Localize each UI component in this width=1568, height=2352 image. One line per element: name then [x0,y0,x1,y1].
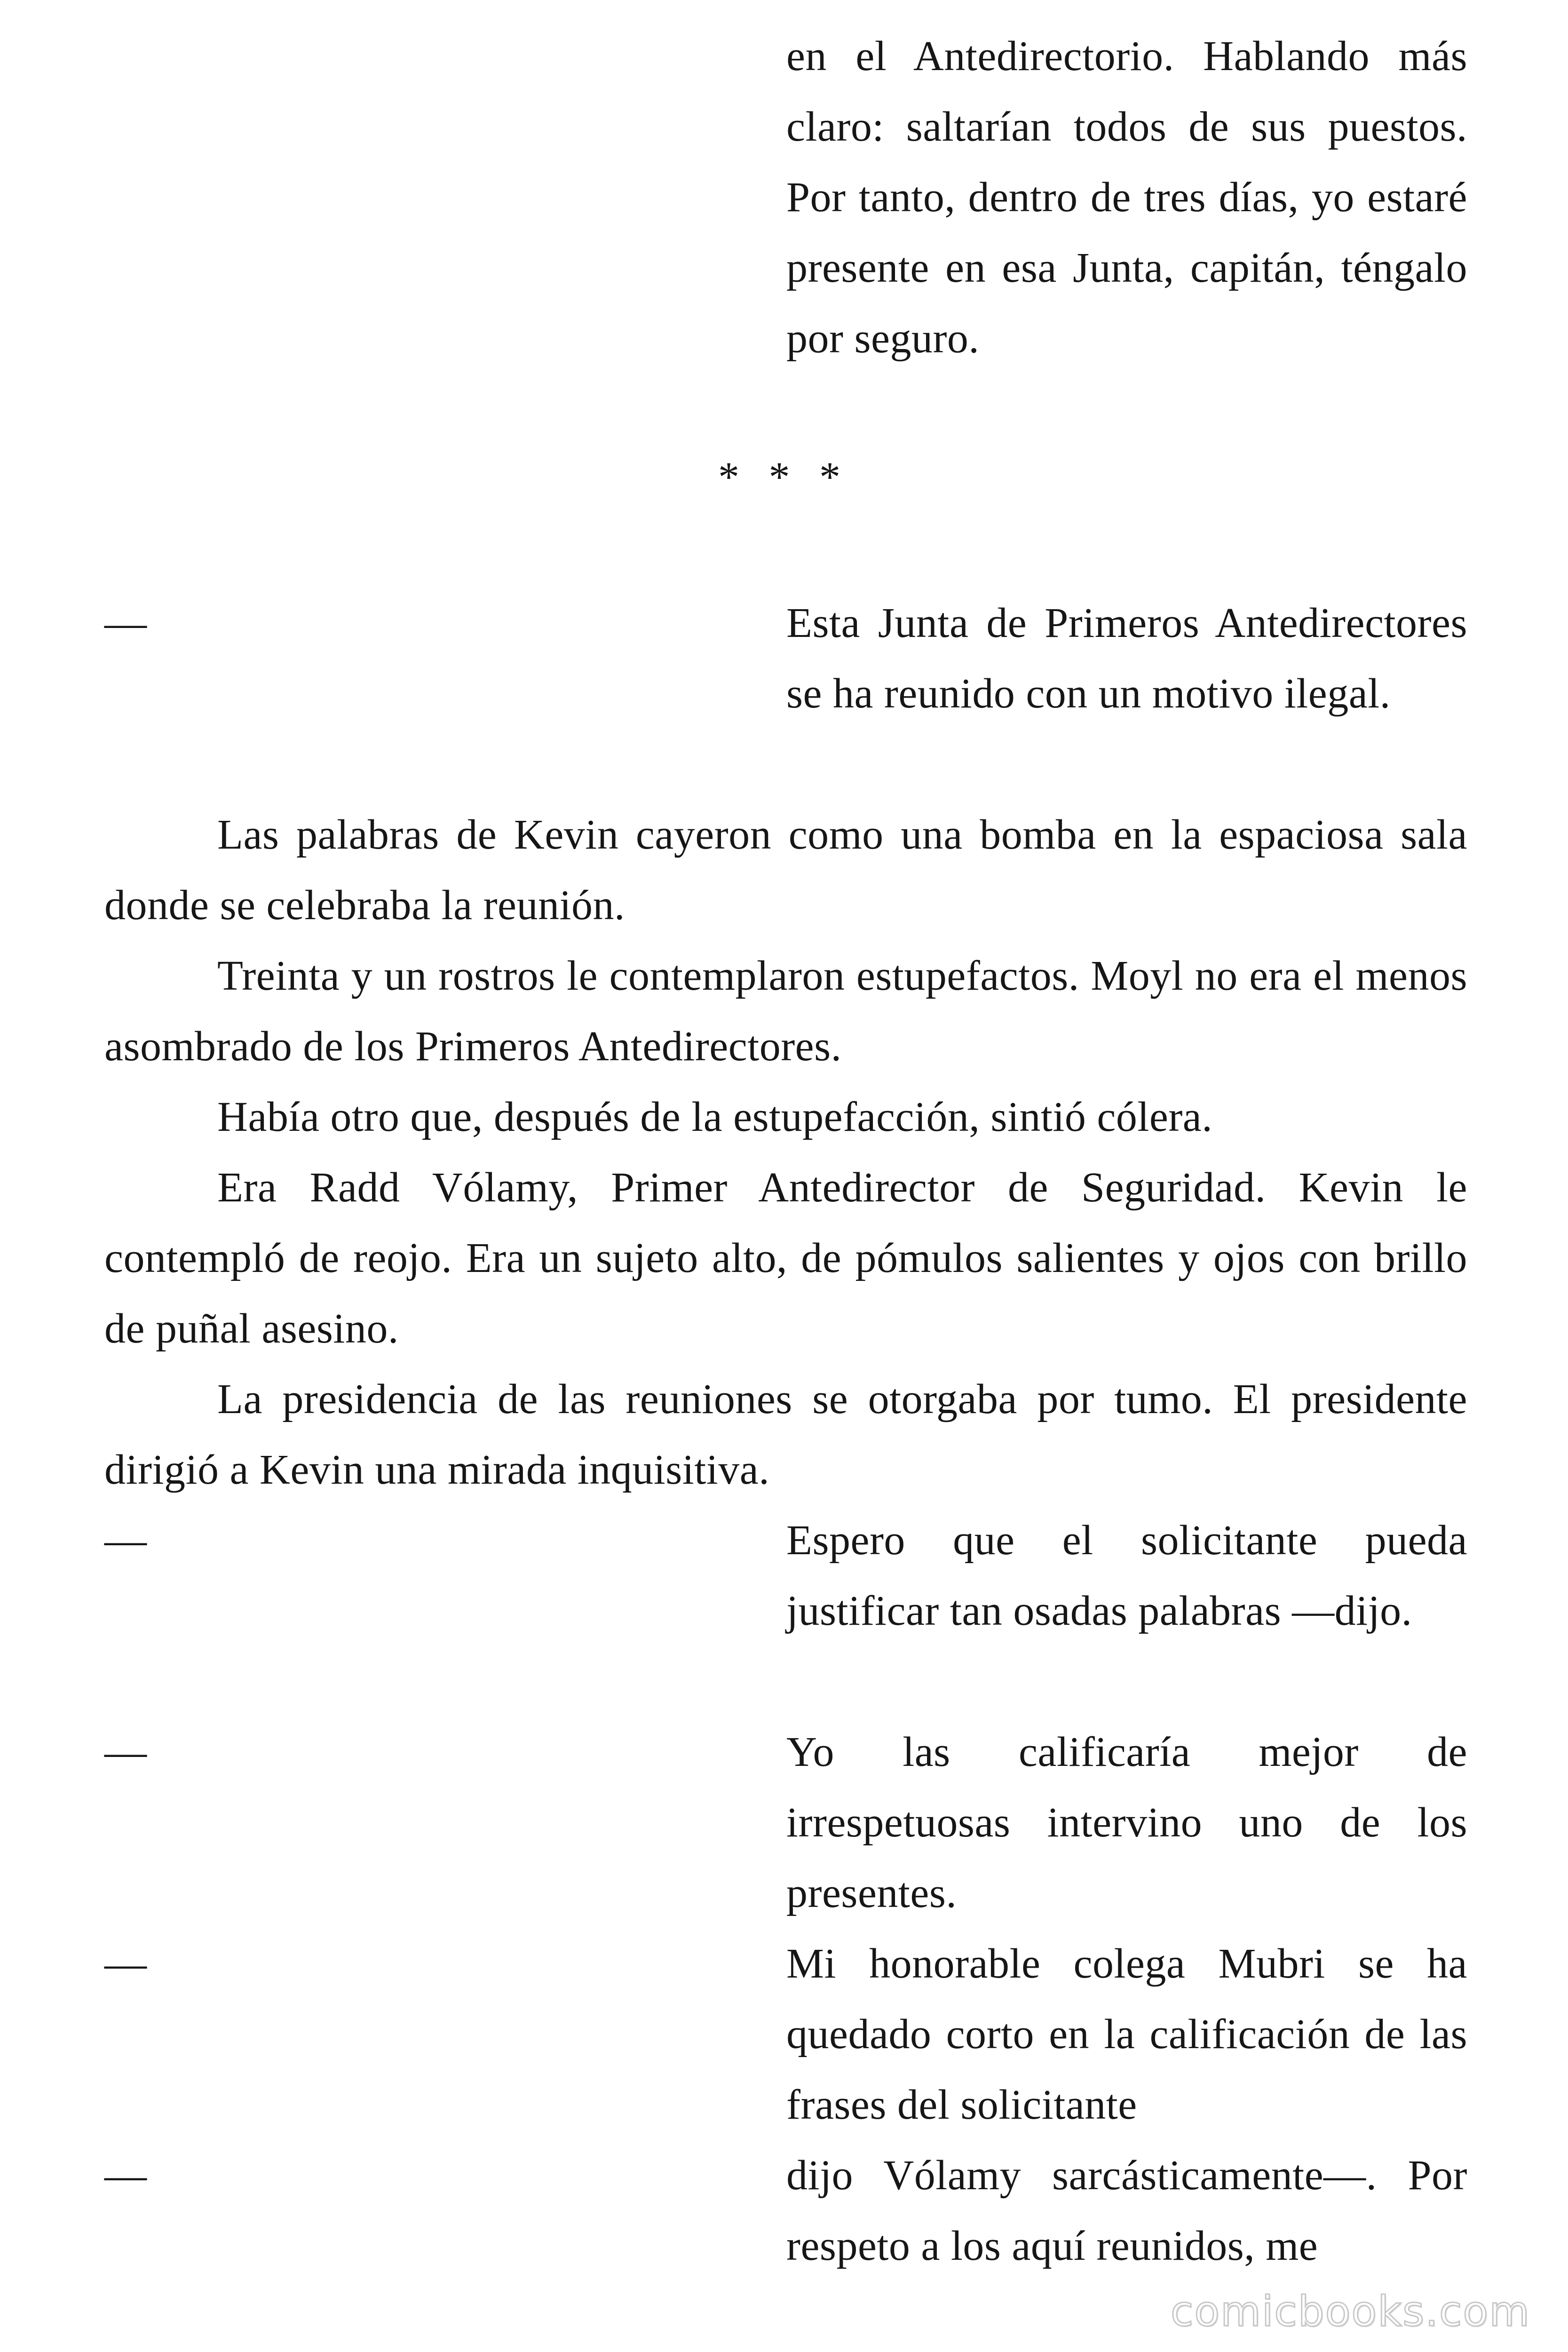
continuation-paragraph: en el Antedirectorio. Hablando más claro: saltarían todos de sus puestos. Por tanto, dentro de tres días, yo estaré presente en esa Junta, capitán, téngalo por seguro. [786,33,1467,362]
watermark-logo: comicbooks.com [1170,2287,1530,2336]
dialogue-text: Mi honorable colega Mubri se ha quedado corto en la calificación de las frases del solicitante [786,1940,1467,2128]
dialogue-text: Esta Junta de Primeros Antedirectores se ha reunido con un motivo ilegal. [786,600,1467,717]
narrative-paragraph: Las palabras de Kevin cayeron como una bomba en la espaciosa sala donde se celebraba la reunión. [104,811,1467,929]
dialogue-dash: — [104,2152,147,2199]
narrative-paragraph: La presidencia de las reuniones se otorgaba por tumo. El presidente dirigió a Kevin una mirada inquisitiva. [104,1376,1467,1493]
dialogue-dash: — [104,1729,147,1775]
dialogue-text: Yo las calificaría mejor de irrespetuosas intervino uno de los presentes. [786,1729,1467,1916]
section-separator: * * * [718,454,850,501]
narrative-paragraph: Había otro que, después de la estupefacción, sintió cólera. [217,1094,1213,1140]
dialogue-text: Espero que el solicitante pueda justificar tan osadas palabras —dijo. [786,1517,1467,1634]
narrative-paragraph: Treinta y un rostros le contemplaron estupefactos. Moyl no era el menos asombrado de los Primeros Antedirectores. [104,953,1467,1070]
dialogue-text: dijo Vólamy sarcásticamente—. Por respeto a los aquí reunidos, me [786,2152,1467,2269]
dialogue-dash: — [104,600,147,646]
narrative-paragraph: Era Radd Vólamy, Primer Antedirector de Seguridad. Kevin le contempló de reojo. Era un sujeto alto, de pómulos salientes y ojos con brillo de puñal asesino. [104,1164,1467,1352]
dialogue-dash: — [104,1517,147,1564]
dialogue-dash: — [104,1940,147,1987]
